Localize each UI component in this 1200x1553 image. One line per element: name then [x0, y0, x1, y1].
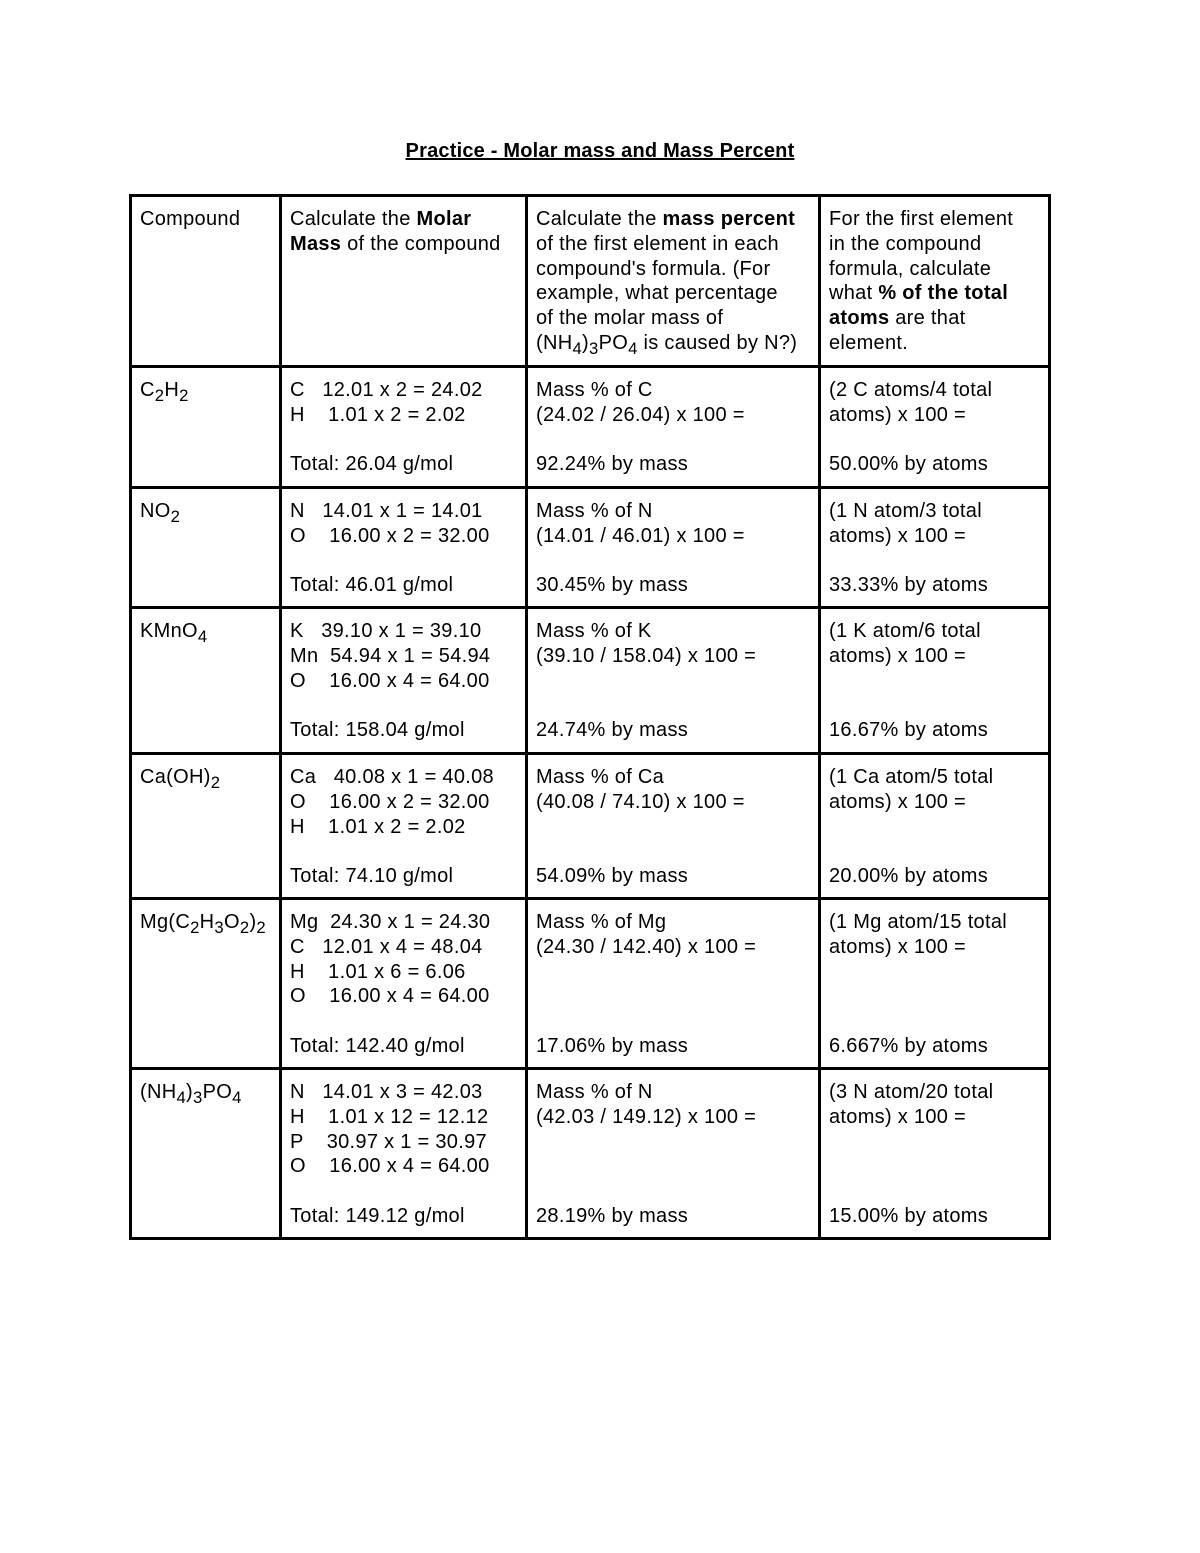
compound-formula: $Ca(OH)_2$	[131, 754, 281, 899]
compound-formula: $(NH_4)_3PO_4$	[131, 1069, 281, 1239]
compound-formula: $Mg(C_2H_3O_2)_2$	[131, 899, 281, 1069]
molar-mass-line: Mg 24.30 x 1 = 24.30	[290, 911, 491, 933]
atom-percent-line: (1 Mg atom/15 total	[829, 911, 1008, 933]
molar-mass-line: N 14.01 x 3 = 42.03	[290, 1081, 483, 1103]
atom-percent-result: 50.00% by atoms	[829, 453, 989, 476]
mass-percent-line: (40.08 / 74.10) x 100 =	[536, 790, 745, 813]
mass-percent-result: 54.09% by mass	[536, 865, 689, 888]
molar-mass-work	[281, 488, 527, 608]
mass-percent-work	[527, 1069, 820, 1239]
molar-mass-work	[281, 608, 527, 754]
molar-mass-work	[281, 1069, 527, 1239]
molar-mass-total: Total: 158.04 g/mol	[290, 719, 465, 742]
table-row	[131, 608, 1050, 754]
molar-mass-total: Total: 46.01 g/mol	[290, 574, 454, 597]
atom-percent-work	[820, 754, 1050, 899]
atom-percent-line: atoms) x 100 =	[829, 935, 967, 958]
atom-percent-result: 20.00% by atoms	[829, 865, 989, 888]
atom-percent-line: atoms) x 100 =	[829, 403, 967, 426]
molar-mass-work	[281, 899, 527, 1069]
mass-percent-work	[527, 754, 820, 899]
molar-mass-line: Mn 54.94 x 1 = 54.94	[290, 644, 491, 667]
molar-mass-line: C 12.01 x 2 = 24.02	[290, 379, 483, 401]
atom-percent-line: atoms) x 100 =	[829, 524, 967, 547]
molar-mass-line: O 16.00 x 4 = 64.00	[290, 669, 490, 692]
header-row	[131, 196, 1050, 367]
mass-percent-line: (39.10 / 158.04) x 100 =	[536, 644, 757, 667]
molar-mass-line: C 12.01 x 4 = 48.04	[290, 935, 483, 958]
molar-mass-line: H 1.01 x 2 = 2.02	[290, 815, 466, 838]
table-row	[131, 754, 1050, 899]
atom-percent-line: (1 Ca atom/5 total	[829, 766, 994, 788]
molar-mass-total: Total: 26.04 g/mol	[290, 453, 454, 476]
mass-percent-work	[527, 608, 820, 754]
document-title: Practice - Molar mass and Mass Percent	[405, 140, 795, 162]
table-row	[131, 367, 1050, 488]
molar-mass-line: O 16.00 x 2 = 32.00	[290, 790, 490, 813]
mass-percent-line: Mass % of N	[536, 1081, 653, 1103]
molar-mass-work	[281, 754, 527, 899]
atom-percent-line: atoms) x 100 =	[829, 1105, 967, 1128]
molar-mass-line: O 16.00 x 4 = 64.00	[290, 985, 490, 1008]
molar-mass-total: Total: 74.10 g/mol	[290, 865, 454, 888]
mass-percent-line: Mass % of Ca	[536, 766, 665, 788]
atom-percent-result: 6.667% by atoms	[829, 1034, 989, 1057]
mass-percent-line: (24.30 / 142.40) x 100 =	[536, 935, 757, 958]
table-row	[131, 1069, 1050, 1239]
molar-mass-line: P 30.97 x 1 = 30.97	[290, 1130, 487, 1153]
molar-mass-line: O 16.00 x 2 = 32.00	[290, 524, 490, 547]
atom-percent-result: 16.67% by atoms	[829, 719, 989, 742]
molar-mass-line: K 39.10 x 1 = 39.10	[290, 620, 482, 642]
mass-percent-work	[527, 488, 820, 608]
atom-percent-line: (3 N atom/20 total	[829, 1081, 994, 1103]
atom-percent-work	[820, 899, 1050, 1069]
molar-mass-line: Ca 40.08 x 1 = 40.08	[290, 766, 494, 788]
compound-formula: $NO_2$	[131, 488, 281, 608]
molar-mass-line: O 16.00 x 4 = 64.00	[290, 1155, 490, 1178]
atom-percent-line: (1 K atom/6 total	[829, 620, 981, 642]
atom-percent-work	[820, 608, 1050, 754]
mass-percent-result: 92.24% by mass	[536, 453, 689, 476]
atom-percent-line: atoms) x 100 =	[829, 644, 967, 667]
mass-percent-work	[527, 899, 820, 1069]
header-atom-percent: For the first element in the compound formula, calculate what % of the total atoms are that element.	[820, 196, 1050, 367]
mass-percent-work	[527, 367, 820, 488]
compound-formula: $C_2H_2$	[131, 367, 281, 488]
atom-percent-line: atoms) x 100 =	[829, 790, 967, 813]
mass-percent-result: 28.19% by mass	[536, 1204, 689, 1227]
mass-percent-line: (24.02 / 26.04) x 100 =	[536, 403, 745, 426]
table-row	[131, 899, 1050, 1069]
header-compound: Compound	[131, 196, 281, 367]
atom-percent-line: (2 C atoms/4 total	[829, 379, 993, 401]
mass-percent-line: Mass % of Mg	[536, 911, 667, 933]
mass-percent-result: 30.45% by mass	[536, 574, 689, 597]
atom-percent-result: 15.00% by atoms	[829, 1204, 989, 1227]
atom-percent-work	[820, 1069, 1050, 1239]
molar-mass-work	[281, 367, 527, 488]
atom-percent-line: (1 N atom/3 total	[829, 500, 982, 522]
mass-percent-line: Mass % of N	[536, 500, 653, 522]
header-molar-mass: Calculate the Molar Mass of the compound	[281, 196, 527, 367]
molar-mass-total: Total: 142.40 g/mol	[290, 1034, 465, 1057]
molar-mass-total: Total: 149.12 g/mol	[290, 1204, 465, 1227]
mass-percent-line: (14.01 / 46.01) x 100 =	[536, 524, 745, 547]
practice-table	[129, 194, 1051, 1240]
mass-percent-line: Mass % of K	[536, 620, 652, 642]
table-row	[131, 488, 1050, 608]
atom-percent-work	[820, 367, 1050, 488]
mass-percent-result: 17.06% by mass	[536, 1034, 689, 1057]
molar-mass-line: H 1.01 x 6 = 6.06	[290, 960, 466, 983]
mass-percent-result: 24.74% by mass	[536, 719, 689, 742]
header-mass-percent: Calculate the mass percent of the first element in each compound's formula. (For example, what percentage of the molar mass of $(NH_4)_3PO_4$ is caused by N?)	[527, 196, 820, 367]
molar-mass-line: N 14.01 x 1 = 14.01	[290, 500, 483, 522]
atom-percent-result: 33.33% by atoms	[829, 574, 989, 597]
molar-mass-line: H 1.01 x 2 = 2.02	[290, 403, 466, 426]
atom-percent-work	[820, 488, 1050, 608]
molar-mass-line: H 1.01 x 12 = 12.12	[290, 1105, 489, 1128]
compound-formula: KMnO$_4$	[131, 608, 281, 754]
mass-percent-line: (42.03 / 149.12) x 100 =	[536, 1105, 757, 1128]
mass-percent-line: Mass % of C	[536, 379, 653, 401]
